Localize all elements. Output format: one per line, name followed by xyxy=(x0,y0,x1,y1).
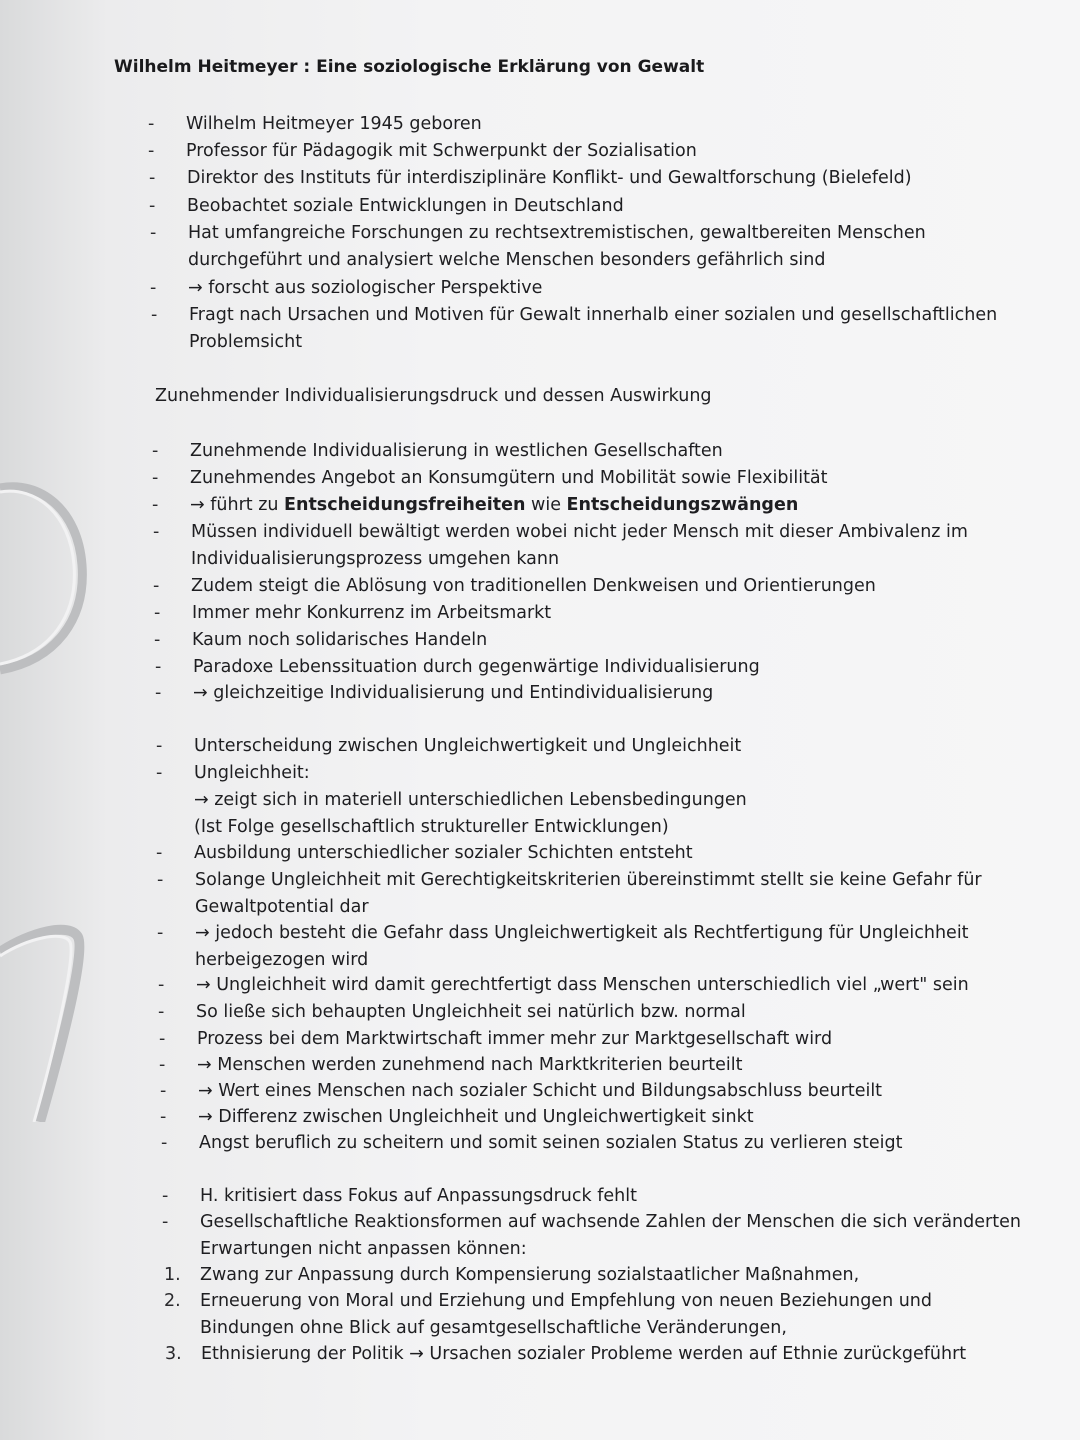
bullet-dash: - xyxy=(161,1133,168,1153)
bullet-dash: - xyxy=(154,603,161,623)
list-item: - Zunehmendes Angebot an Konsumgütern und Mobilität sowie Flexibilität xyxy=(190,465,828,492)
bullet-dash: - xyxy=(159,1055,166,1075)
bullet-dash: - xyxy=(155,683,162,703)
list-item: - So ließe sich behaupten Ungleichheit sei natürlich bzw. normal xyxy=(196,999,746,1026)
list-item: - Ungleichheit: → zeigt sich in materiell unterschiedlichen Lebensbedingungen (Ist Folge gesellschaftlich struktureller Entwicklungen) xyxy=(194,760,747,841)
list-number: 2. xyxy=(164,1291,181,1311)
bullet-dash: - xyxy=(156,736,163,756)
bullet-dash: - xyxy=(148,114,155,134)
list-item: - Zunehmende Individualisierung in westlichen Gesellschaften xyxy=(190,438,723,465)
list-item: - Paradoxe Lebenssituation durch gegenwärtige Individualisierung xyxy=(193,654,760,681)
list-item: - → führt zu Entscheidungsfreiheiten wie Entscheidungszwängen xyxy=(190,492,798,519)
emphasis-zwaenge: Entscheidungszwängen xyxy=(566,495,799,515)
list-number: 3. xyxy=(165,1344,182,1364)
bullet-dash: - xyxy=(152,495,159,515)
list-item: - Fragt nach Ursachen und Motiven für Gewalt innerhalb einer sozialen und gesellschaftlichen Problemsicht xyxy=(189,302,997,356)
list-item: - → Wert eines Menschen nach sozialer Schicht und Bildungsabschluss beurteilt xyxy=(198,1078,882,1105)
page-title: Wilhelm Heitmeyer : Eine soziologische Erklärung von Gewalt xyxy=(114,57,705,77)
list-item: - → Ungleichheit wird damit gerechtfertigt dass Menschen unterschiedlich viel „wert" sein xyxy=(196,972,969,999)
list-item: - Angst beruflich zu scheitern und somit seinen sozialen Status zu verlieren steigt xyxy=(199,1130,902,1157)
bullet-dash: - xyxy=(159,1029,166,1049)
bullet-dash: - xyxy=(153,522,160,542)
bullet-dash: - xyxy=(158,975,165,995)
bullet-dash: - xyxy=(148,141,155,161)
list-item: - Unterscheidung zwischen Ungleichwertigkeit und Ungleichheit xyxy=(194,733,741,760)
bullet-dash: - xyxy=(152,468,159,488)
list-item: - Solange Ungleichheit mit Gerechtigkeitskriterien übereinstimmt stellt sie keine Gefahr für Gewaltpotential dar xyxy=(195,867,982,921)
bullet-dash: - xyxy=(154,630,161,650)
list-item: - Direktor des Instituts für interdisziplinäre Konflikt- und Gewaltforschung (Bielefeld) xyxy=(187,165,912,192)
bullet-dash: - xyxy=(151,305,158,325)
bullet-dash: - xyxy=(156,763,163,783)
bullet-dash: - xyxy=(162,1212,169,1232)
bullet-dash: - xyxy=(149,168,156,188)
bullet-dash: - xyxy=(150,278,157,298)
list-item: - → Menschen werden zunehmend nach Marktkriterien beurteilt xyxy=(197,1052,743,1079)
list-item: - Beobachtet soziale Entwicklungen in Deutschland xyxy=(187,193,624,220)
bullet-dash: - xyxy=(160,1107,167,1127)
list-item: - Kaum noch solidarisches Handeln xyxy=(192,627,487,654)
list-item: - → jedoch besteht die Gefahr dass Ungleichwertigkeit als Rechtfertigung für Ungleichheit herbeigezogen wird xyxy=(195,920,969,974)
bullet-dash: - xyxy=(153,576,160,596)
list-item: - Zudem steigt die Ablösung von traditionellen Denkweisen und Orientierungen xyxy=(191,573,876,600)
bullet-dash: - xyxy=(157,923,164,943)
list-item: - Professor für Pädagogik mit Schwerpunkt der Sozialisation xyxy=(186,138,697,165)
list-item: - → forscht aus soziologischer Perspektive xyxy=(188,275,542,302)
list-item: - Wilhelm Heitmeyer 1945 geboren xyxy=(186,111,482,138)
list-item: - Prozess bei dem Marktwirtschaft immer mehr zur Marktgesellschaft wird xyxy=(197,1026,832,1053)
bullet-dash: - xyxy=(157,870,164,890)
bullet-dash: - xyxy=(155,657,162,677)
bullet-dash: - xyxy=(162,1186,169,1206)
list-item: - Hat umfangreiche Forschungen zu rechtsextremistischen, gewaltbereiten Menschen durchgeführt und analysiert welche Menschen besonders gefährlich sind xyxy=(188,220,926,274)
bullet-dash: - xyxy=(150,223,157,243)
list-item: - Müssen individuell bewältigt werden wobei nicht jeder Mensch mit dieser Ambivalenz im Individualisierungsprozess umgehen kann xyxy=(191,519,968,573)
list-item: - Immer mehr Konkurrenz im Arbeitsmarkt xyxy=(192,600,551,627)
numbered-item: 2. Erneuerung von Moral und Erziehung und Empfehlung von neuen Beziehungen und Bindungen ohne Blick auf gesamtgesellschaftliche Veränderungen, xyxy=(200,1288,932,1342)
bullet-dash: - xyxy=(152,441,159,461)
list-item: - Gesellschaftliche Reaktionsformen auf wachsende Zahlen der Menschen die sich veränderten Erwartungen nicht anpassen können: xyxy=(200,1209,1021,1263)
list-item: - → gleichzeitige Individualisierung und Entindividualisierung xyxy=(193,680,713,707)
bullet-dash: - xyxy=(156,843,163,863)
bullet-dash: - xyxy=(158,1002,165,1022)
bullet-dash: - xyxy=(160,1081,167,1101)
list-item: - Ausbildung unterschiedlicher sozialer Schichten entsteht xyxy=(194,840,693,867)
numbered-item: 3. Ethnisierung der Politik → Ursachen sozialer Probleme werden auf Ethnie zurückgeführt xyxy=(201,1341,966,1368)
emphasis-freiheiten: Entscheidungsfreiheiten xyxy=(284,495,526,515)
list-number: 1. xyxy=(164,1265,181,1285)
list-item: - → Differenz zwischen Ungleichheit und Ungleichwertigkeit sinkt xyxy=(198,1104,754,1131)
numbered-item: 1. Zwang zur Anpassung durch Kompensierung sozialstaatlicher Maßnahmen, xyxy=(200,1262,859,1289)
list-item: - H. kritisiert dass Fokus auf Anpassungsdruck fehlt xyxy=(200,1183,637,1210)
section-heading-individualisierung: Zunehmender Individualisierungsdruck und dessen Auswirkung xyxy=(155,386,712,406)
bullet-dash: - xyxy=(149,196,156,216)
